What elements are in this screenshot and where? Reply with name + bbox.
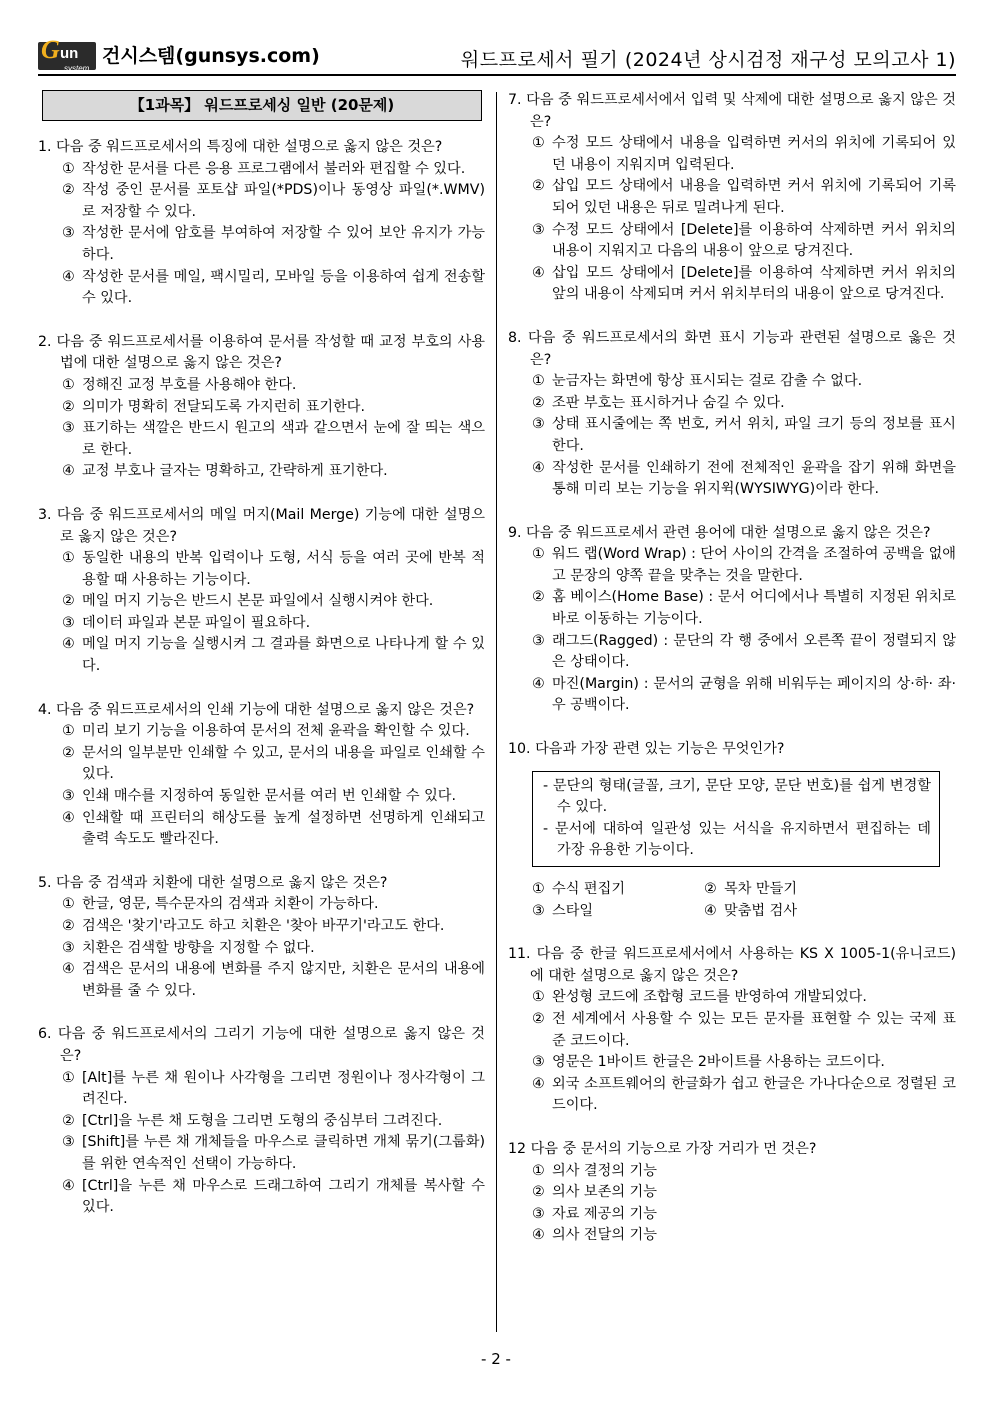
option[interactable]: ③ 수정 모드 상태에서 [Delete]를 이용하여 삭제하면 커서 위치의 내용이 지워지고 다음의 내용이 앞으로 당겨진다. xyxy=(532,221,956,260)
question-stem: 4. 다음 중 워드프로세서의 인쇄 기능에 대한 설명으로 옳지 않은 것은? xyxy=(38,701,475,718)
section-title: 【1과목】 워드프로세싱 일반 (20문제) xyxy=(42,90,482,121)
gunsystem-logo: G un system xyxy=(38,42,96,70)
option[interactable]: ④ 작성한 문서를 인쇄하기 전에 전체적인 윤곽을 잡기 위해 화면을 통해 미리 보는 기능을 위지윅(WYSIWYG)이라 한다. xyxy=(532,459,956,498)
question-9 xyxy=(508,523,956,717)
info-box-line: - 문단의 형태(글꼴, 크기, 문단 모양, 문단 번호)를 쉽게 변경할 수 있다. xyxy=(543,777,931,816)
option[interactable]: ④ 인쇄할 때 프린터의 해상도를 높게 설정하면 선명하게 인쇄되고 출력 속도도 빨라진다. xyxy=(62,809,485,848)
question-stem: 10. 다음과 가장 관련 있는 기능은 무엇인가? xyxy=(508,741,785,758)
column-divider xyxy=(496,92,497,1332)
question-stem: 8. 다음 중 워드프로세서의 화면 표시 기능과 관련된 설명으로 옳은 것은? xyxy=(508,329,956,368)
question-4 xyxy=(38,700,485,851)
option[interactable]: ② [Ctrl]을 누른 채 도형을 그리면 도형의 중심부터 그려진다. xyxy=(62,1112,443,1129)
option[interactable]: ② 홈 베이스(Home Base) : 문서 어디에서나 특별히 지정된 위치로 바로 이동하는 기능이다. xyxy=(532,589,956,628)
info-box-line: - 문서에 대하여 일관성 있는 서식을 유지하면서 편집하는 데 가장 유용한 기능이다. xyxy=(543,820,931,859)
question-stem: 12 다음 중 문서의 기능으로 가장 거리가 먼 것은? xyxy=(508,1140,817,1157)
option[interactable]: ③ 스타일 xyxy=(532,902,594,919)
question-12 xyxy=(508,1139,956,1247)
question-10 xyxy=(508,739,956,922)
left-column xyxy=(38,90,485,1241)
question-stem: 11. 다음 중 한글 워드프로세서에서 사용하는 KS X 1005-1(유니코드)에 대한 설명으로 옳지 않은 것은? xyxy=(508,946,956,984)
question-3 xyxy=(38,505,485,678)
option[interactable]: ④ 작성한 문서를 메일, 팩시밀리, 모바일 등을 이용하여 쉽게 전송할 수 있다. xyxy=(62,268,485,307)
option[interactable]: ① 의사 결정의 기능 xyxy=(532,1162,657,1179)
option[interactable]: ① 워드 랩(Word Wrap) : 단어 사이의 간격을 조절하여 공백을 없애고 문장의 양쪽 끝을 맞추는 것을 말한다. xyxy=(532,546,956,584)
option[interactable]: ③ 인쇄 매수를 지정하여 동일한 문서를 여러 번 인쇄할 수 있다. xyxy=(62,788,457,805)
question-stem: 5. 다음 중 검색과 치환에 대한 설명으로 옳지 않은 것은? xyxy=(38,874,388,891)
question-stem: 1. 다음 중 워드프로세서의 특징에 대한 설명으로 옳지 않은 것은? xyxy=(38,139,443,155)
question-2 xyxy=(38,332,485,483)
option[interactable]: ② 조판 부호는 표시하거나 숨길 수 있다. xyxy=(532,394,785,411)
page-header xyxy=(38,35,956,76)
question-stem: 3. 다음 중 워드프로세서의 메일 머지(Mail Merge) 기능에 대한 설명으로 옳지 않은 것은? xyxy=(38,506,485,545)
option[interactable]: ④ [Ctrl]을 누른 채 마우스로 드래그하여 그리기 개체를 복사할 수 있다. xyxy=(62,1177,485,1216)
brand-name: 건시스템(gunsys.com) xyxy=(102,45,320,67)
question-7 xyxy=(508,90,956,306)
option[interactable]: ① 미리 보기 기능을 이용하여 문서의 전체 윤곽을 확인할 수 있다. xyxy=(62,723,470,740)
option[interactable]: ① 완성형 코드에 조합형 코드를 반영하여 개발되었다. xyxy=(532,989,867,1006)
option[interactable]: ④ 메일 머지 기능을 실행시켜 그 결과를 화면으로 나타나게 할 수 있다. xyxy=(62,636,485,675)
option[interactable]: ① 동일한 내용의 반복 입력이나 도형, 서식 등을 여러 곳에 반복 적용할 때 사용하는 기능이다. xyxy=(62,550,485,588)
option[interactable]: ① 한글, 영문, 특수문자의 검색과 치환이 가능하다. xyxy=(62,896,379,913)
option[interactable]: ③ 표기하는 색깔은 반드시 원고의 색과 같으면서 눈에 잘 띄는 색으로 한다. xyxy=(62,420,485,458)
option[interactable]: ① 작성한 문서를 다른 응용 프로그램에서 불러와 편집할 수 있다. xyxy=(62,160,466,177)
option[interactable]: ③ [Shift]를 누른 채 개체들을 마우스로 클릭하면 개체 묶기(그룹화)를 위한 연속적인 선택이 가능하다. xyxy=(62,1134,485,1172)
option[interactable]: ③ 래그드(Ragged) : 문단의 각 행 중에서 오른쪽 끝이 정렬되지 않은 상태이다. xyxy=(532,632,956,671)
right-column xyxy=(508,90,956,1269)
option[interactable]: ② 의사 보존의 기능 xyxy=(532,1184,657,1201)
option[interactable]: ② 문서의 일부분만 인쇄할 수 있고, 문서의 내용을 파일로 인쇄할 수 있다. xyxy=(62,744,485,783)
option[interactable]: ④ 의사 전달의 기능 xyxy=(532,1227,657,1244)
option[interactable]: ④ 삽입 모드 상태에서 [Delete]를 이용하여 삭제하면 커서 위치의 앞의 내용이 삭제되며 커서 위치부터의 내용이 앞으로 당겨진다. xyxy=(532,264,956,303)
option[interactable]: ① 정해진 교정 부호를 사용해야 한다. xyxy=(62,376,297,393)
option[interactable]: ② 작성 중인 문서를 포토샵 파일(*PDS)이나 동영상 파일(*.WMV)로 저장할 수 있다. xyxy=(62,182,485,220)
option[interactable]: ③ 데이터 파일과 본문 파일이 필요하다. xyxy=(62,614,311,631)
question-8 xyxy=(508,328,956,501)
option[interactable]: ② 의미가 명확히 전달되도록 가지런히 표기한다. xyxy=(62,398,365,415)
option[interactable]: ① 눈금자는 화면에 항상 표시되는 걸로 감출 수 없다. xyxy=(532,373,863,390)
option[interactable]: ② 검색은 '찾기'라고도 하고 치환은 '찾아 바꾸기'라고도 한다. xyxy=(62,918,445,934)
option[interactable]: ② 삽입 모드 상태에서 내용을 입력하면 커서 위치에 기록되어 기록되어 있던 내용은 뒤로 밀려나게 된다. xyxy=(532,178,956,216)
question-stem: 6. 다음 중 워드프로세서의 그리기 기능에 대한 설명으로 옳지 않은 것은? xyxy=(38,1026,485,1064)
option-grid xyxy=(508,879,956,922)
option[interactable]: ④ 외국 소프트웨어의 한글화가 쉽고 한글은 가나다순으로 정렬된 코드이다. xyxy=(532,1075,956,1114)
question-11 xyxy=(508,944,956,1117)
question-stem: 9. 다음 중 워드프로세서 관련 용어에 대한 설명으로 옳지 않은 것은? xyxy=(508,524,931,541)
info-box xyxy=(532,771,940,867)
option[interactable]: ① 수정 모드 상태에서 내용을 입력하면 커서의 위치에 기록되어 있던 내용이 지워지며 입력된다. xyxy=(532,135,956,173)
option[interactable]: ① [Alt]를 누른 채 원이나 사각형을 그리면 정원이나 정사각형이 그려진다. xyxy=(62,1069,485,1108)
option[interactable]: ④ 검색은 문서의 내용에 변화를 주지 않지만, 치환은 문서의 내용에 변화를 줄 수 있다. xyxy=(62,961,485,999)
option[interactable]: ③ 치환은 검색할 방향을 지정할 수 없다. xyxy=(62,939,315,956)
option[interactable]: ① 수식 편집기 xyxy=(532,881,626,897)
option[interactable]: ③ 작성한 문서에 암호를 부여하여 저장할 수 있어 보안 유지가 가능하다. xyxy=(62,225,485,263)
option[interactable]: ④ 맞춤법 검사 xyxy=(704,902,798,919)
option[interactable]: ③ 상태 표시줄에는 쪽 번호, 커서 위치, 파일 크기 등의 정보를 표시한다. xyxy=(532,416,956,454)
question-stem: 7. 다음 중 워드프로세서에서 입력 및 삭제에 대한 설명으로 옳지 않은 것은? xyxy=(508,92,956,130)
option[interactable]: ② 목차 만들기 xyxy=(704,881,798,897)
option[interactable]: ④ 마진(Margin) : 문서의 균형을 위해 비워두는 페이지의 상·하· 좌·우 공백이다. xyxy=(532,675,956,714)
question-1 xyxy=(38,137,485,310)
question-6 xyxy=(38,1024,485,1218)
option[interactable]: ③ 영문은 1바이트 한글은 2바이트를 사용하는 코드이다. xyxy=(532,1054,885,1071)
question-stem: 2. 다음 중 워드프로세서를 이용하여 문서를 작성할 때 교정 부호의 사용법에 대한 설명으로 옳지 않은 것은? xyxy=(38,333,485,372)
option[interactable]: ④ 교정 부호나 글자는 명확하고, 간략하게 표기한다. xyxy=(62,463,388,480)
option[interactable]: ② 전 세계에서 사용할 수 있는 모든 문자를 표현할 수 있는 국제 표준 코드이다. xyxy=(532,1010,956,1049)
question-5 xyxy=(38,873,485,1003)
page-number: - 2 - xyxy=(481,1350,511,1368)
option[interactable]: ③ 자료 제공의 기능 xyxy=(532,1205,657,1222)
option[interactable]: ② 메일 머지 기능은 반드시 본문 파일에서 실행시켜야 한다. xyxy=(62,593,434,610)
document-title: 워드프로세서 필기 (2024년 상시검정 재구성 모의고사 1) xyxy=(460,49,956,71)
